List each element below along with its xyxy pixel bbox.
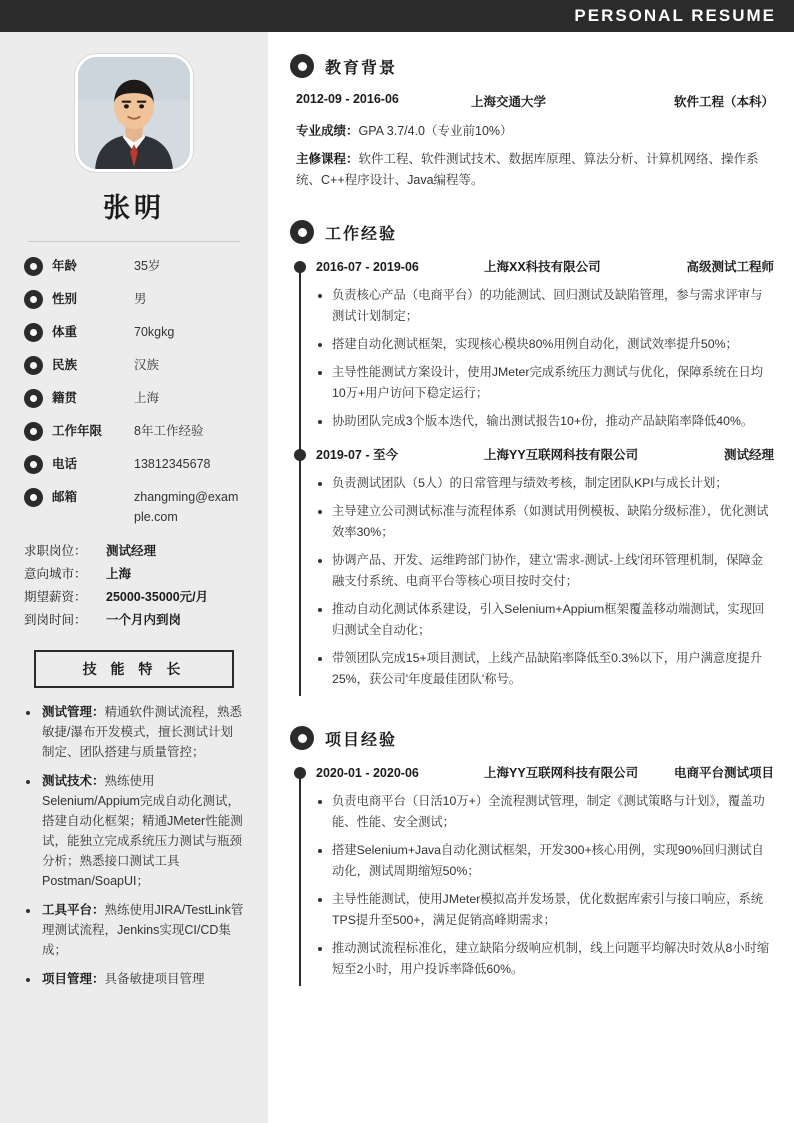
work-item-header: [316, 446, 774, 464]
info-label: 性别: [52, 292, 78, 306]
info-label: 电话: [52, 457, 78, 471]
list-item: • 主导建立公司测试标准与流程体系（如测试用例模板、缺陷分级标准），优化测试效率30%；: [332, 501, 774, 543]
info-row-phone: [24, 454, 244, 474]
page-header: [0, 0, 794, 32]
intent-label: 求职岗位：: [24, 544, 87, 558]
education-courses: [296, 149, 774, 191]
timeline-dot-icon: [294, 261, 306, 273]
list-item: • 推动测试流程标准化，建立缺陷分级响应机制，线上问题平均解决时效从8小时缩短至2小时，用户投诉率降低60%。: [332, 938, 774, 980]
phone-icon: [24, 455, 43, 474]
info-label: 籍贯: [52, 391, 78, 405]
info-label: 体重: [52, 325, 78, 339]
work-company: 上海XX科技有限公司: [484, 260, 601, 274]
education-gpa-value: GPA 3.7/4.0（专业前10%）: [358, 124, 513, 138]
list-item: • 搭建Selenium+Java自动化测试框架，开发300+核心用例，实现90%回归测试自动化，测试周期缩短50%；: [332, 840, 774, 882]
skill-name: 测试管理：: [42, 705, 105, 719]
info-value: 上海: [134, 391, 160, 405]
intent-value: 上海: [106, 567, 132, 581]
project-timeline: [294, 764, 774, 980]
work-item: [316, 446, 774, 690]
list-item: [40, 771, 244, 891]
skill-text: 具备敏捷项目管理: [104, 972, 205, 986]
work-company: 上海YY互联网科技有限公司: [484, 448, 639, 462]
education-row: [296, 92, 774, 110]
info-row-weight: [24, 322, 244, 342]
education-date: 2012-09 - 2016-06: [296, 92, 399, 106]
sidebar-divider-top: [28, 241, 240, 242]
info-row-ethnicity: [24, 355, 244, 375]
section-title: 项目经验: [325, 731, 398, 749]
person-name: 张明: [103, 193, 165, 223]
intent-row-salary: [24, 586, 244, 609]
list-item: [40, 900, 244, 960]
section-title: 工作经验: [325, 225, 398, 243]
project-company: 上海YY互联网科技有限公司: [484, 766, 639, 780]
education-gpa: [296, 121, 774, 142]
info-value: 13812345678: [134, 457, 211, 471]
circle-dot-icon: [24, 422, 43, 441]
education-school: 上海交通大学: [471, 95, 547, 109]
list-item: • 负责测试团队（5人）的日常管理与绩效考核，制定团队KPI与成长计划；: [332, 473, 774, 494]
work-points: [316, 285, 774, 432]
skill-name: 工具平台：: [42, 903, 105, 917]
work-date: 2019-07 - 至今: [316, 448, 398, 462]
intent-row-city: [24, 563, 244, 586]
education-course-value: 软件工程、软件测试技术、数据库原理、算法分析、计算机网络、操作系统、C++程序设计、Java编程等。: [296, 152, 759, 187]
education-gpa-label: 专业成绩：: [296, 124, 359, 138]
intent-value: 测试经理: [106, 544, 157, 558]
info-value: 70kgkg: [134, 325, 175, 339]
circle-dot-icon: [24, 389, 43, 408]
intent-label: 期望薪资：: [24, 590, 87, 604]
intent-value: 25000-35000元/月: [106, 590, 209, 604]
section-education-header: [290, 54, 774, 78]
project-item-header: [316, 764, 774, 782]
header-bar-left: [0, 0, 488, 32]
skill-text: 熟练使用Selenium/Appium完成自动化测试，搭建自动化框架；精通JMeter性能测试，能独立完成系统压力测试与瓶颈分析；熟悉接口测试工具Postman/SoapUI；: [42, 774, 243, 888]
education-major: 软件工程（本科）: [673, 95, 774, 109]
work-points: [316, 473, 774, 690]
spacer: [290, 198, 774, 220]
info-label: 工作年限: [52, 424, 103, 438]
list-item: [40, 969, 244, 989]
intent-label: 到岗时间：: [24, 613, 87, 627]
info-value: 35岁: [134, 259, 161, 273]
info-row-age: [24, 256, 244, 276]
info-label: 民族: [52, 358, 78, 372]
intent-row-availability: [24, 609, 244, 632]
timeline-dot-icon: [294, 449, 306, 461]
work-item-header: [316, 258, 774, 276]
list-item: • 负责核心产品（电商平台）的功能测试、回归测试及缺陷管理，参与需求评审与测试计划制定；: [332, 285, 774, 327]
skills-section-title: 技 能 特 长: [34, 650, 234, 688]
work-item: [316, 258, 774, 432]
project-item: [316, 764, 774, 980]
section-project-header: [290, 726, 774, 750]
info-label: 年龄: [52, 259, 78, 273]
list-item: • 带领团队完成15+项目测试，上线产品缺陷率降低至0.3%以下，用户满意度提升25%，获公司'年度最佳团队'称号。: [332, 648, 774, 690]
list-item: • 主导性能测试方案设计，使用JMeter完成系统压力测试与优化，保障系统在日均10万+用户访问下稳定运行；: [332, 362, 774, 404]
info-value: 男: [134, 292, 147, 306]
info-row-email: [24, 487, 244, 527]
project-date: 2020-01 - 2020-06: [316, 766, 419, 780]
skill-text: 熟练使用JIRA/TestLink管理测试流程，Jenkins实现CI/CD集成；: [42, 903, 244, 957]
work-role: 高级测试工程师: [686, 260, 774, 274]
section-work-header: [290, 220, 774, 244]
sidebar: [0, 32, 268, 1123]
circle-dot-icon: [24, 257, 43, 276]
work-timeline: [294, 258, 774, 690]
skill-text: 精通软件测试流程，熟悉敏捷/瀑布开发模式，擅长测试计划制定、团队搭建与质量管控；: [42, 705, 243, 759]
job-intent-block: [24, 540, 244, 632]
education-course-label: 主修课程：: [296, 152, 359, 166]
intent-value: 一个月内到岗: [106, 613, 182, 627]
info-row-hometown: [24, 388, 244, 408]
project-name: 电商平台测试项目: [673, 766, 774, 780]
timeline-dot-icon: [294, 767, 306, 779]
skill-name: 项目管理：: [42, 972, 105, 986]
info-value: 8年工作经验: [134, 424, 204, 438]
list-item: • 负责电商平台（日活10万+）全流程测试管理，制定《测试策略与计划》，覆盖功能、性能、安全测试；: [332, 791, 774, 833]
circle-dot-icon: [290, 54, 314, 78]
list-item: • 搭建自动化测试框架，实现核心模块80%用例自动化，测试效率提升50%；: [332, 334, 774, 355]
project-points: [316, 791, 774, 980]
skill-name: 测试技术：: [42, 774, 105, 788]
intent-row-position: [24, 540, 244, 563]
list-item: • 推动自动化测试体系建设，引入Selenium+Appium框架覆盖移动端测试，实现回归测试全自动化；: [332, 599, 774, 641]
list-item: • 协助团队完成3个版本迭代，输出测试报告10+份，推动产品缺陷率降低40%。: [332, 411, 774, 432]
list-item: [40, 702, 244, 762]
intent-label: 意向城市：: [24, 567, 87, 581]
skills-list: [24, 702, 244, 989]
info-value: zhangming@example.com: [134, 490, 239, 524]
circle-dot-icon: [24, 290, 43, 309]
work-role: 测试经理: [723, 448, 774, 462]
info-row-gender: [24, 289, 244, 309]
personal-info-list: [24, 256, 244, 527]
list-item: • 主导性能测试，使用JMeter模拟高并发场景，优化数据库索引与接口响应，系统TPS提升至500+，满足促销高峰期需求；: [332, 889, 774, 931]
spacer: [290, 704, 774, 726]
main-content: [268, 32, 794, 1123]
page-title: PERSONAL RESUME: [574, 6, 776, 25]
circle-dot-icon: [290, 726, 314, 750]
circle-dot-icon: [290, 220, 314, 244]
person-photo-icon: [78, 57, 190, 169]
work-date: 2016-07 - 2019-06: [316, 260, 419, 274]
mail-icon: [24, 488, 43, 507]
info-label: 邮箱: [52, 490, 78, 504]
section-title: 教育背景: [325, 59, 398, 77]
info-value: 汉族: [134, 358, 160, 372]
list-item: • 协调产品、开发、运维跨部门协作，建立'需求-测试-上线'闭环管理机制，保障金融支付系统、电商平台等核心项目按时交付；: [332, 550, 774, 592]
circle-dot-icon: [24, 323, 43, 342]
info-row-experience: [24, 421, 244, 441]
avatar: [75, 54, 193, 172]
circle-dot-icon: [24, 356, 43, 375]
